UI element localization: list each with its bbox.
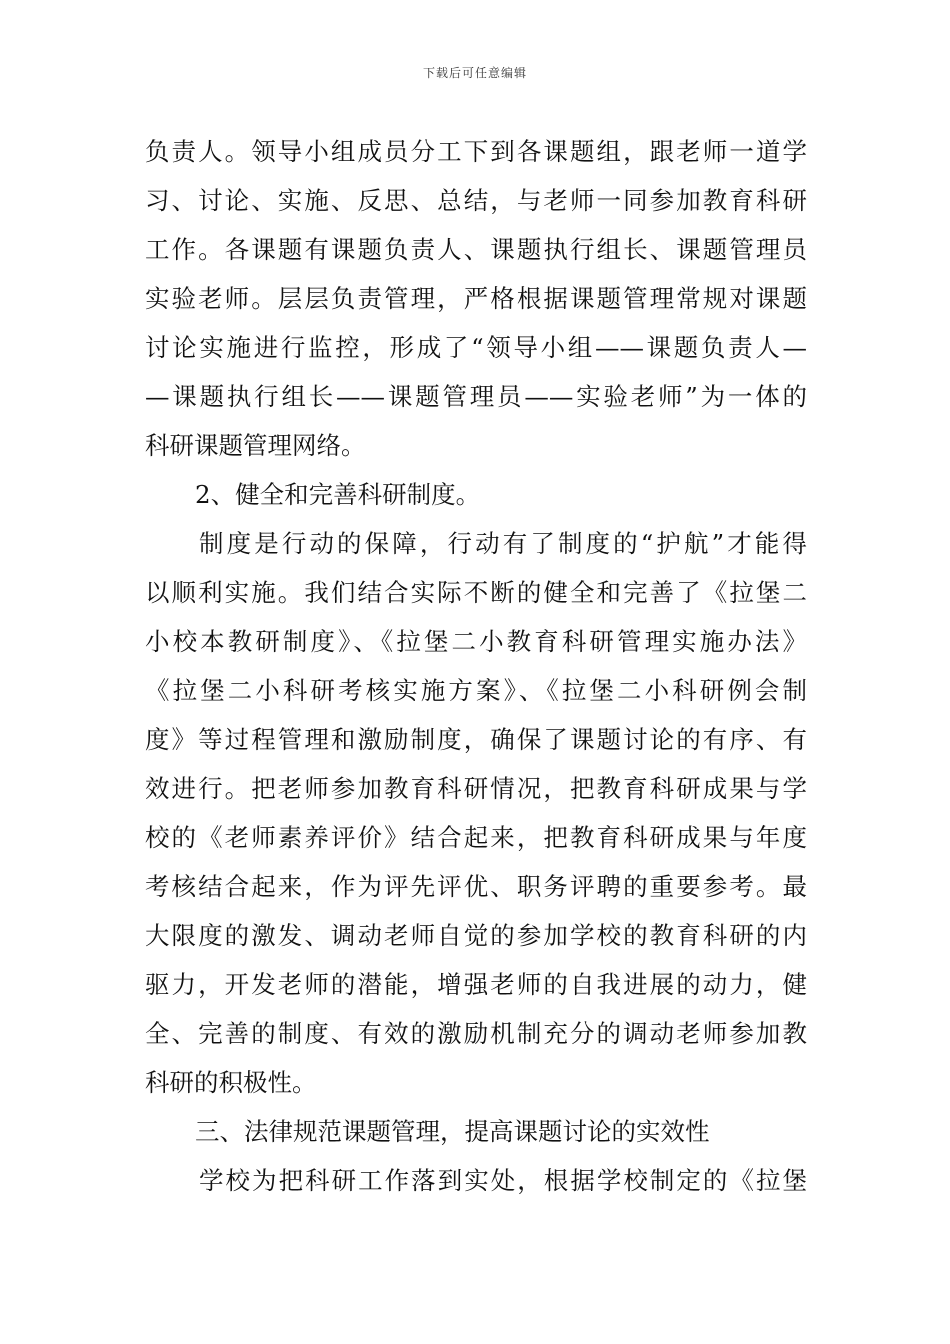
header-note: 下载后可任意编辑: [422, 66, 527, 80]
text-line: 考核结合起来，作为评先评优、职务评聘的重要参考。最: [145, 872, 807, 901]
text-line: 大限度的激发、调动老师自觉的参加学校的教育科研的内: [145, 921, 807, 950]
text-line: 驱力，开发老师的潜能，增强老师的自我进展的动力，健: [145, 970, 807, 999]
text-line: 度》等过程管理和激励制度，确保了课题讨论的有序、有: [145, 725, 807, 754]
text-line: 负责人。领导小组成员分工下到各课题组，跟老师一道学: [145, 137, 807, 166]
text-line: 习、讨论、实施、反思、总结，与老师一同参加教育科研: [145, 186, 807, 215]
text-line: 实验老师。层层负责管理，严格根据课题管理常规对课题: [145, 284, 807, 313]
section-heading: 2、健全和完善科研制度。: [195, 480, 481, 509]
text-line: 学校为把科研工作落到实处，根据学校制定的《拉堡: [199, 1166, 807, 1195]
text-line: 小校本教研制度》、《拉堡二小教育科研管理实施办法》: [145, 627, 807, 656]
text-line: 制度是行动的保障，行动有了制度的“护航”才能得: [199, 529, 807, 558]
text-line: 效进行。把老师参加教育科研情况，把教育科研成果与学: [145, 774, 807, 803]
text-line: 校的《老师素养评价》结合起来，把教育科研成果与年度: [145, 823, 807, 852]
text-line: 《拉堡二小科研考核实施方案》、《拉堡二小科研例会制: [145, 676, 807, 705]
text-line: 科研课题管理网络。: [145, 431, 366, 460]
document-body: [145, 127, 807, 1205]
text-line: 工作。各课题有课题负责人、课题执行组长、课题管理员: [145, 235, 807, 264]
text-line: 以顺利实施。我们结合实际不断的健全和完善了《拉堡二: [145, 578, 807, 607]
text-line: —课题执行组长——课题管理员——实验老师”为一体的: [145, 382, 807, 411]
text-line: 科研的积极性。: [145, 1068, 317, 1097]
section-heading: 三、法律规范课题管理，提高课题讨论的实效性: [195, 1117, 710, 1146]
text-line: 全、完善的制度、有效的激励机制充分的调动老师参加教: [145, 1019, 807, 1048]
text-line: 讨论实施进行监控，形成了“领导小组——课题负责人—: [145, 333, 807, 362]
